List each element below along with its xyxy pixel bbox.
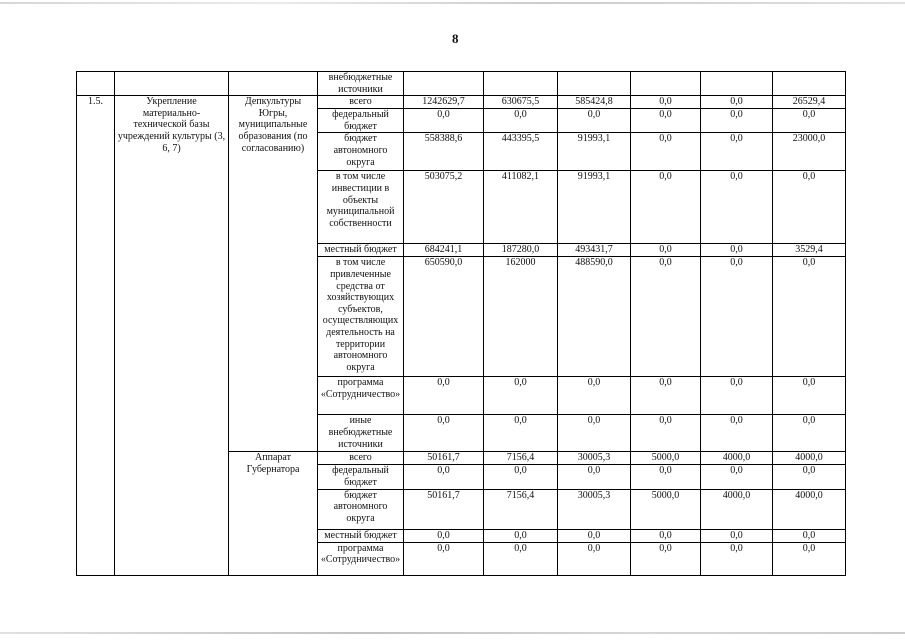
value-cell: 91993,1 — [558, 171, 631, 244]
funding-source-cell: программа «Сотрудничество» — [318, 377, 404, 415]
value-cell: 0,0 — [701, 465, 773, 489]
value-cell: 3529,4 — [773, 244, 846, 257]
value-cell — [484, 72, 558, 96]
measure-name-cell: Укрепление материально-технической базы учреждений культуры (3, 6, 7) — [115, 96, 229, 575]
table-row — [77, 72, 846, 96]
value-cell: 503075,2 — [404, 171, 484, 244]
value-cell: 650590,0 — [404, 257, 484, 377]
value-cell: 5000,0 — [631, 489, 701, 529]
value-cell: 7156,4 — [484, 452, 558, 465]
value-cell: 4000,0 — [701, 452, 773, 465]
value-cell: 4000,0 — [773, 489, 846, 529]
value-cell: 488590,0 — [558, 257, 631, 377]
value-cell: 4000,0 — [701, 489, 773, 529]
value-cell — [773, 72, 846, 96]
value-cell: 0,0 — [484, 109, 558, 133]
measure-cell — [115, 72, 229, 96]
value-cell: 0,0 — [631, 257, 701, 377]
page-number: 8 — [452, 31, 459, 46]
executor-cell — [229, 72, 318, 96]
value-cell: 0,0 — [701, 415, 773, 452]
funding-source-cell: местный бюджет — [318, 529, 404, 542]
value-cell: 0,0 — [631, 96, 701, 109]
value-cell: 0,0 — [404, 109, 484, 133]
value-cell: 0,0 — [558, 377, 631, 415]
funding-source-cell: в том числе инвестиции в объекты муниципальной собственности — [318, 171, 404, 244]
funding-source-cell: иные внебюджетные источники — [318, 415, 404, 452]
value-cell: 0,0 — [404, 377, 484, 415]
financing-table — [76, 71, 846, 576]
value-cell: 50161,7 — [404, 452, 484, 465]
funding-source-cell: бюджет автономного округа — [318, 133, 404, 171]
value-cell: 0,0 — [631, 109, 701, 133]
funding-source-cell: программа «Сотрудничество» — [318, 542, 404, 575]
value-cell: 0,0 — [484, 377, 558, 415]
funding-source-cell: всего — [318, 96, 404, 109]
value-cell: 0,0 — [558, 109, 631, 133]
value-cell: 0,0 — [773, 171, 846, 244]
value-cell: 0,0 — [701, 96, 773, 109]
table-row — [77, 96, 846, 109]
value-cell: 0,0 — [484, 542, 558, 575]
funding-source-cell: всего — [318, 452, 404, 465]
value-cell: 0,0 — [631, 529, 701, 542]
value-cell: 0,0 — [701, 529, 773, 542]
funding-source-cell: внебюджетные источники — [318, 72, 404, 96]
value-cell: 0,0 — [484, 465, 558, 489]
value-cell: 0,0 — [631, 377, 701, 415]
value-cell: 30005,3 — [558, 489, 631, 529]
value-cell: 0,0 — [631, 542, 701, 575]
value-cell: 0,0 — [484, 529, 558, 542]
value-cell: 91993,1 — [558, 133, 631, 171]
value-cell: 0,0 — [558, 465, 631, 489]
value-cell: 0,0 — [404, 465, 484, 489]
value-cell: 0,0 — [773, 529, 846, 542]
value-cell: 0,0 — [701, 133, 773, 171]
value-cell: 443395,5 — [484, 133, 558, 171]
value-cell: 0,0 — [404, 542, 484, 575]
value-cell: 558388,6 — [404, 133, 484, 171]
number-cell — [77, 72, 115, 96]
value-cell: 4000,0 — [773, 452, 846, 465]
value-cell: 0,0 — [701, 377, 773, 415]
funding-source-cell: бюджет автономного округа — [318, 489, 404, 529]
value-cell: 0,0 — [701, 244, 773, 257]
value-cell: 0,0 — [484, 415, 558, 452]
value-cell: 0,0 — [558, 529, 631, 542]
executor-cell: Аппарат Губернатора — [229, 452, 318, 575]
value-cell — [404, 72, 484, 96]
value-cell: 50161,7 — [404, 489, 484, 529]
value-cell: 0,0 — [631, 415, 701, 452]
value-cell: 0,0 — [773, 542, 846, 575]
value-cell: 0,0 — [773, 415, 846, 452]
value-cell: 0,0 — [701, 109, 773, 133]
scan-edge-top — [0, 2, 905, 4]
value-cell: 0,0 — [701, 171, 773, 244]
value-cell: 493431,7 — [558, 244, 631, 257]
value-cell: 0,0 — [773, 377, 846, 415]
executor-cell: Депкультуры Югры, муниципальные образования (по согласованию) — [229, 96, 318, 452]
value-cell: 0,0 — [773, 109, 846, 133]
value-cell: 0,0 — [404, 415, 484, 452]
value-cell: 0,0 — [631, 465, 701, 489]
value-cell: 684241,1 — [404, 244, 484, 257]
value-cell: 0,0 — [773, 257, 846, 377]
value-cell: 411082,1 — [484, 171, 558, 244]
value-cell: 0,0 — [631, 244, 701, 257]
value-cell: 7156,4 — [484, 489, 558, 529]
value-cell: 1242629,7 — [404, 96, 484, 109]
value-cell: 0,0 — [558, 415, 631, 452]
value-cell: 187280,0 — [484, 244, 558, 257]
value-cell: 630675,5 — [484, 96, 558, 109]
value-cell: 0,0 — [773, 465, 846, 489]
value-cell: 0,0 — [701, 257, 773, 377]
value-cell: 585424,8 — [558, 96, 631, 109]
value-cell: 0,0 — [631, 171, 701, 244]
value-cell: 162000 — [484, 257, 558, 377]
value-cell: 0,0 — [558, 542, 631, 575]
value-cell: 5000,0 — [631, 452, 701, 465]
measure-number-cell: 1.5. — [77, 96, 115, 575]
funding-source-cell: федеральный бюджет — [318, 109, 404, 133]
value-cell — [631, 72, 701, 96]
funding-source-cell: местный бюджет — [318, 244, 404, 257]
value-cell: 26529,4 — [773, 96, 846, 109]
value-cell: 0,0 — [701, 542, 773, 575]
value-cell — [558, 72, 631, 96]
value-cell: 0,0 — [631, 133, 701, 171]
value-cell: 23000,0 — [773, 133, 846, 171]
scan-edge-bottom — [0, 632, 905, 634]
value-cell: 30005,3 — [558, 452, 631, 465]
funding-source-cell: в том числе привлеченные средства от хозяйствующих субъектов, осуществляющих деятельность на территории автономного округа — [318, 257, 404, 377]
funding-source-cell: федеральный бюджет — [318, 465, 404, 489]
value-cell — [701, 72, 773, 96]
value-cell: 0,0 — [404, 529, 484, 542]
